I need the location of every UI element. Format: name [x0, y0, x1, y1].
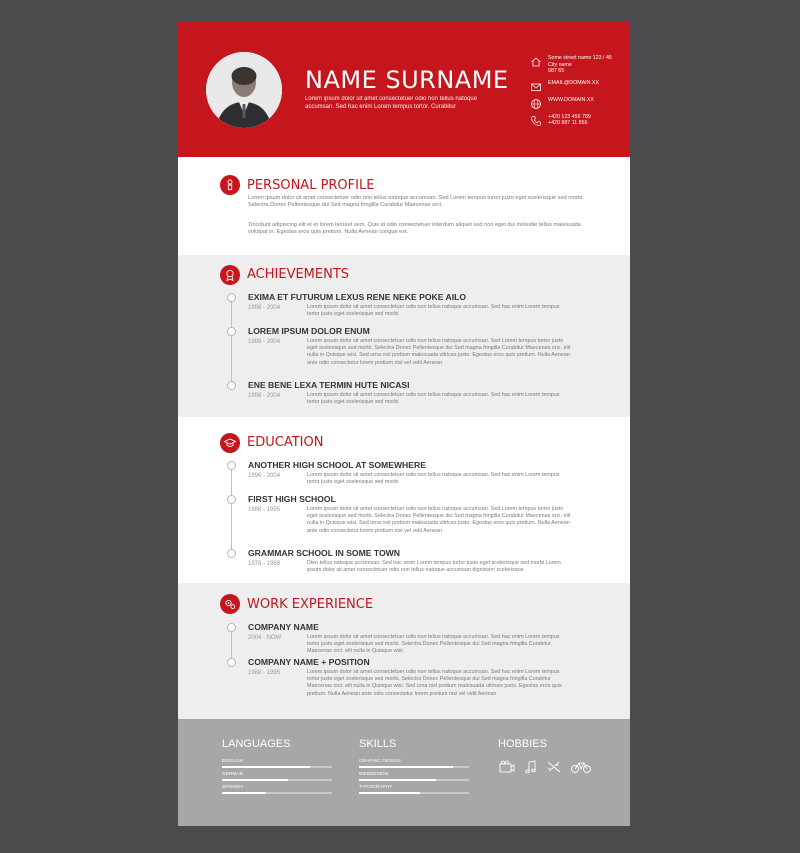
education-text: Lorem ipsum dolor sit amet consectetuer odio non tellus natoque accumsan. Sed hac enim Lorem tempus tortor justo eget scelerisque sed morbi [307, 472, 560, 486]
timeline-dot [227, 623, 236, 632]
timeline-line [231, 627, 232, 661]
candidate-name: NAME SURNAME [305, 66, 509, 94]
profile-paragraph-1: Lorem ipsum dolor sit amet consectetuer odio non tellus natoque accumsan. Sed Lorem tempus tortor justo eget scelerisque sed morbi. Selectra Donec Pellentesque dui Sed magna fringilla Curabitur Maecenas orci. [248, 195, 584, 209]
section-title-education: EDUCATION [247, 435, 324, 450]
skills-title: SKILLS [359, 738, 397, 750]
skill-label: GRAPHIC DESIGN [359, 759, 401, 764]
achievement-text: Lorem ipsum dolor sit amet consectetuer odio non tellus natoque accumsan. Sed hac enim Lorem tempus tortor justo eget scelerisque sed morbi [307, 304, 560, 318]
resume-header [178, 22, 630, 157]
skill-bar-fill [359, 766, 453, 768]
envelope-icon [530, 80, 542, 92]
timeline-dot [227, 461, 236, 470]
web-text[interactable]: WWW.DOMAIN.XX [548, 96, 594, 103]
camera-icon [498, 759, 516, 775]
job-years: 2004 - NOW [248, 635, 282, 641]
airplane-icon [545, 759, 563, 775]
languages-title: LANGUAGES [222, 738, 291, 750]
resume-sheet [178, 22, 630, 826]
skill-bar-fill [222, 792, 266, 794]
gears-icon [220, 594, 240, 614]
phone-line-1: +420 123 456 789 [548, 113, 591, 120]
phone-icon [530, 114, 542, 126]
achievement-year: 1998 - 2004 [248, 305, 281, 311]
education-year: 1996 - 2004 [248, 473, 281, 479]
job-text: Lorem ipsum dolor sit amet consectetuer odio non tellus natoque accumsan. Sed hac enim Lorem tempus tortor justo eget scelerisque sed morbi. Selectra Donec Pellentesque dui Sed magna fringilla Curabitur Maecenas orci. elit nulla in Quisque wisi. Sed urna nisl pretium malesuada ultrices justo. Egestas eros quis pretium. Nulla Aenean ante odio consectetur lorem pretium nisi vel velit Aenean [307, 669, 562, 697]
job-text: Lorem ipsum dolor sit amet consectetuer odio non tellus natoque accumsan. Sed hac enim Lorem tempus tortor justo eget scelerisque sed morbi. Selectra Donec Pellentesque dui Sed magna fringilla Curabitur Maecenas orci. elit nulla in Quisque wisi. [307, 634, 560, 655]
skill-label: GERMAN [222, 772, 244, 777]
education-year: 1988 - 1995 [248, 507, 281, 513]
avatar [206, 52, 282, 128]
timeline-dot [227, 549, 236, 558]
job-title: COMPANY NAME [248, 622, 319, 632]
music-note-icon [522, 759, 540, 775]
education-year: 1978 - 1988 [248, 561, 281, 567]
person-icon [220, 175, 240, 195]
section-personal-profile [178, 157, 630, 255]
section-achievements [178, 255, 630, 417]
achievement-text: Lorem ipsum dolor sit amet consectetuer odio non tellus natoque accumsan. Sed Lorem tempus tortor justo eget scelerisque sed morbi. Selectra Donec Pellentesque dui Sed magna fringilla Curabitur Maecenas orci. elit nulla in Quisque wisi. Sed urna nisl pretium malesuada ultrices justo. Egestas eros quis pretium. Nulla Aenean ante odio consectetur lorem pretium nisi vel velit Aenean [307, 338, 571, 366]
skill-bar-fill [359, 779, 436, 781]
achievement-title: EXIMA ET FUTURUM LEXUS RENE NEKE POKE AILO [248, 292, 467, 302]
email-text[interactable]: EMAIL@DOMAIN.XX [548, 79, 599, 86]
contact-address [530, 55, 626, 75]
job-title: COMPANY NAME + POSITION [248, 657, 370, 667]
section-title-work: WORK EXPERIENCE [247, 597, 374, 612]
skill-bar-fill [359, 792, 420, 794]
skill-label: WEBDESIGN [359, 772, 389, 777]
home-icon [530, 55, 542, 67]
achievement-title: ENE BENE LEXA TERMIN HUTE NICASI [248, 380, 410, 390]
education-title: FIRST HIGH SCHOOL [248, 494, 336, 504]
skill-bar-fill [222, 779, 288, 781]
timeline-dot [227, 293, 236, 302]
timeline-dot [227, 495, 236, 504]
education-text: Lorem ipsum dolor sit amet consectetuer odio non tellus natoque accumsan. Sed Lorem tempus tortor justo eget scelerisque sed morbi. Selectra Donec Pellentesque dui Sed magna fringilla Curabitur Maecenas orci. elit nulla in Quisque wisi. Sed urna nisl pretium malesuada ultrices justo. Egestas eros quis pretium. Nulla Aenean ante odio consectetur lorem pretium nisi vel velit Aenean [307, 506, 571, 534]
section-title-profile: PERSONAL PROFILE [247, 178, 375, 193]
education-text: Dien tellus natoque accumsan. Sed hac enim Lorem tempus tortor justo eget scelerisque sed morbi Lorem ipsum dolor sit amet consectetuer odio non tellus natoque accumsan dignissim scelerisque [307, 560, 561, 574]
achievement-year: 1998 - 2004 [248, 339, 281, 345]
section-work-experience [178, 583, 630, 719]
globe-icon [530, 97, 542, 109]
achievement-text: Lorem ipsum dolor sit amet consectetuer odio non tellus natoque accumsan. Sed hac enim Lorem tempus tortor justo eget scelerisque sed morbi [307, 392, 560, 406]
award-icon [220, 265, 240, 285]
skill-bar-fill [222, 766, 310, 768]
achievement-year: 1998 - 2004 [248, 393, 281, 399]
timeline-dot [227, 658, 236, 667]
city-line: City name [548, 61, 572, 68]
phone-line-2: +420 987 11 856 [548, 120, 588, 126]
contact-block [530, 55, 626, 132]
section-education [178, 417, 630, 583]
resume-footer [178, 719, 630, 826]
timeline-dot [227, 327, 236, 336]
education-title: ANOTHER HIGH SCHOOL AT SOMEWHERE [248, 460, 426, 470]
education-title: GRAMMAR SCHOOL IN SOME TOWN [248, 548, 400, 558]
contact-email [530, 80, 626, 92]
profile-paragraph-2: Tincidunt adipiscing elit et et lorem laoreet sem. Quis id odio consectetuer interdum aliquet sed non eget dui molestie tellus malesuada volutpat in. Egestas eros quis pretium. Nulla Aenean congue est. [248, 222, 581, 236]
address-line: Some street name 123 / 45 [548, 55, 612, 61]
bicycle-icon [570, 759, 592, 775]
graduation-cap-icon [220, 433, 240, 453]
header-tagline: Lorem ipsum dolor sit amet consectetuer odio non tellus natoque accumsan. Sed hac enim Lorem tempus tortor. Curabitur [305, 96, 478, 110]
contact-web [530, 97, 626, 109]
timeline-line [231, 465, 232, 553]
skill-label: SPANISH [222, 785, 243, 790]
zip-line: 987 65 [548, 68, 565, 74]
job-years: 1988 - 1995 [248, 670, 281, 676]
timeline-line [231, 297, 232, 383]
hobbies-title: HOBBIES [498, 738, 547, 750]
skill-label: ENGLISH [222, 759, 244, 764]
contact-phone [530, 114, 626, 127]
section-title-achievements: ACHIEVEMENTS [247, 267, 350, 282]
timeline-dot [227, 381, 236, 390]
skill-label: TYPOGRAPHY [359, 785, 393, 790]
achievement-title: LOREM IPSUM DOLOR ENUM [248, 326, 370, 336]
